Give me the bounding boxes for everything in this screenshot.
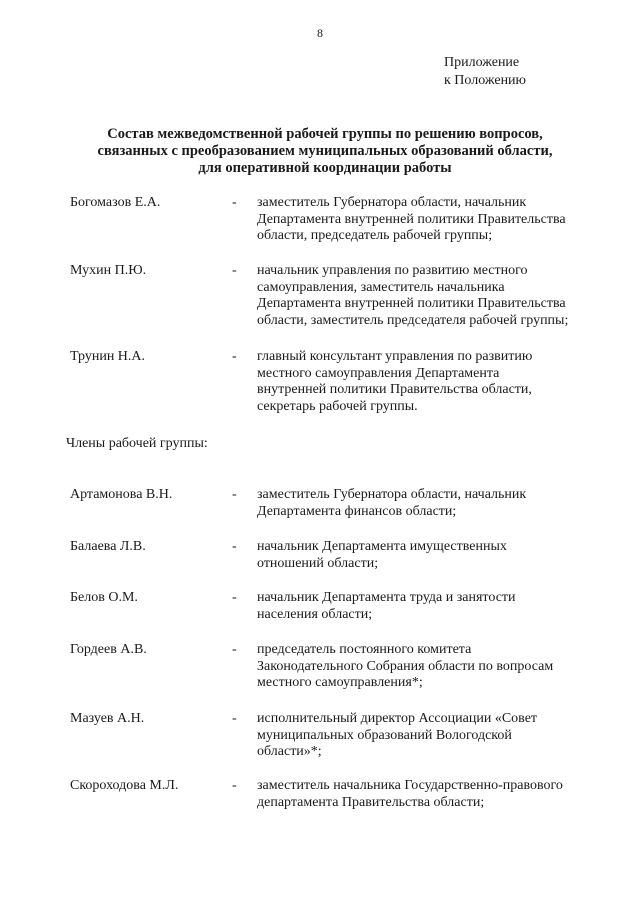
position-line: Департамента финансов области; xyxy=(257,503,457,519)
position-line: секретарь рабочей группы. xyxy=(257,398,418,414)
position-line: главный консультант управления по развитию xyxy=(257,349,533,364)
position-line: самоуправления, заместитель начальника xyxy=(257,279,505,295)
position-line: области»*; xyxy=(257,744,322,759)
dash: - xyxy=(232,349,237,364)
dash: - xyxy=(232,195,237,210)
title-line: связанных с преобразованием муниципальных образований области, xyxy=(97,143,553,159)
dash: - xyxy=(232,778,237,793)
person-position xyxy=(257,642,602,692)
dash: - xyxy=(232,487,237,502)
person-position xyxy=(257,487,602,520)
person-name: Белов О.М. xyxy=(70,590,138,605)
position-line: Департамента внутренней политики Правительства xyxy=(257,211,566,227)
dash: - xyxy=(232,539,237,554)
person-position xyxy=(257,778,602,811)
person-position xyxy=(257,590,602,623)
appendix-line: Приложение xyxy=(444,55,520,70)
position-line: местного самоуправления*; xyxy=(257,675,423,690)
position-line: председатель постоянного комитета xyxy=(257,642,472,657)
person-name: Скороходова М.Л. xyxy=(70,778,179,793)
position-line: начальник Департамента имущественных xyxy=(257,539,507,554)
position-line: заместитель Губернатора области, начальник xyxy=(257,487,527,502)
position-line: области, заместитель председателя рабочей группы; xyxy=(257,312,569,328)
position-line: заместитель начальника Государственно-правового xyxy=(257,778,563,793)
position-line: Департамента внутренней политики Правительства xyxy=(257,296,566,311)
position-line: заместитель Губернатора области, начальник xyxy=(257,195,527,210)
dash: - xyxy=(232,263,237,278)
person-name: Мазуев А.Н. xyxy=(70,711,145,726)
title-line: для оперативной координации работы xyxy=(198,160,452,176)
position-line: местного самоуправления Департамента xyxy=(257,365,500,381)
title-line: Состав межведомственной рабочей группы по решению вопросов, xyxy=(107,126,543,142)
position-line: исполнительный директор Ассоциации «Совет xyxy=(257,711,538,726)
person-name: Трунин Н.А. xyxy=(70,349,146,364)
position-line: начальник Департамента труда и занятости xyxy=(257,590,516,605)
position-line: области, председатель рабочей группы; xyxy=(257,228,493,243)
person-name: Артамонова В.Н. xyxy=(70,487,173,502)
position-line: Законодательного Собрания области по вопросам xyxy=(257,658,554,674)
document-title xyxy=(60,126,590,177)
person-position xyxy=(257,195,602,245)
appendix-line: к Положению xyxy=(444,73,527,88)
position-line: начальник управления по развитию местного xyxy=(257,263,528,278)
person-name: Мухин П.Ю. xyxy=(70,263,147,278)
person-name: Богомазов Е.А. xyxy=(70,195,161,210)
position-line: отношений области; xyxy=(257,555,379,571)
members-heading: Члены рабочей группы: xyxy=(66,436,208,451)
person-position xyxy=(257,349,602,415)
position-line: внутренней политики Правительства области, xyxy=(257,382,532,397)
position-line: муниципальных образований Вологодской xyxy=(257,727,512,743)
position-line: департамента Правительства области; xyxy=(257,794,485,810)
person-position xyxy=(257,263,602,329)
person-name: Балаева Л.В. xyxy=(70,539,146,554)
page-number: 8 xyxy=(317,26,323,40)
dash: - xyxy=(232,590,237,605)
dash: - xyxy=(232,642,237,657)
person-name: Гордеев А.В. xyxy=(70,642,147,657)
position-line: населения области; xyxy=(257,606,373,622)
appendix-note xyxy=(444,54,526,90)
person-position xyxy=(257,711,602,761)
dash: - xyxy=(232,711,237,726)
person-position xyxy=(257,539,602,572)
